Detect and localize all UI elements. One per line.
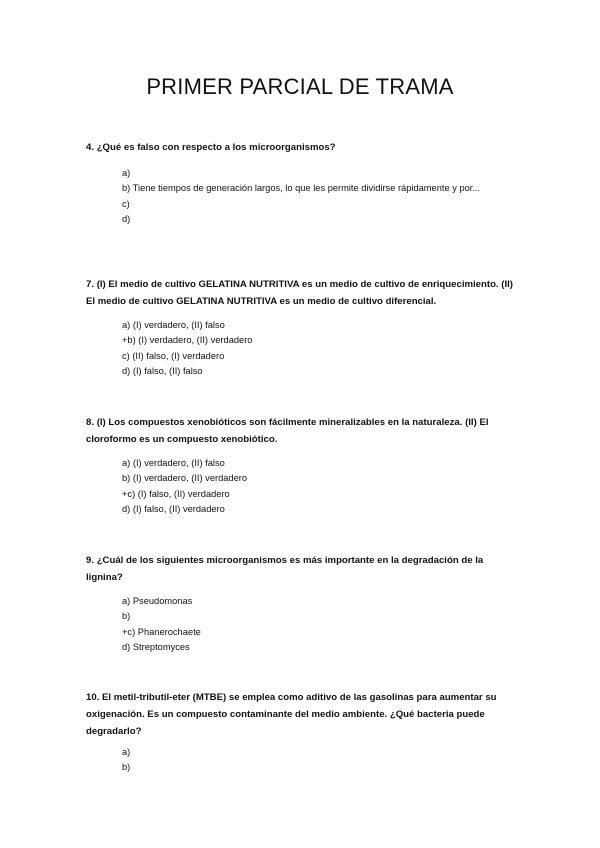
question-7 — [86, 276, 516, 310]
question-number: 4. — [86, 142, 95, 153]
option-c: +c) Phanerochaete — [122, 626, 201, 637]
question-text: El metil-tributil-eter (MTBE) se emplea como aditivo de las gasolinas para aumentar su oxigenación. Es un compuesto contaminante del medio ambiente. ¿Qué bacteria puede degradarlo? — [86, 692, 497, 737]
question-text: (I) El medio de cultivo GELATINA NUTRITIVA es un medio de cultivo de enriquecimiento. (II) El medio de cultivo GELATINA NUTRITIVA es un medio de cultivo diferencial. — [86, 279, 513, 307]
option-a: a) (I) verdadero, (II) falso — [122, 320, 225, 330]
options-list-8 — [122, 456, 502, 517]
question-8 — [86, 414, 516, 448]
question-text: ¿Cuál de los siguientes microorganismos es más importante en la degradación de la lignina? — [86, 555, 484, 583]
question-number: 7. — [86, 279, 95, 290]
question-number: 8. — [86, 417, 95, 428]
option-d: d) (I) falso, (II) falso — [122, 365, 203, 376]
question-text: (I) Los compuestos xenobióticos son fácilmente mineralizables en la naturaleza. (II) El cloroformo es un compuesto xenobiótico. — [86, 417, 489, 445]
question-number: 10. — [86, 692, 100, 703]
option-a: a) — [122, 747, 131, 757]
option-c: c) (II) falso, (I) verdadero — [122, 350, 225, 361]
option-a: a) Pseudomonas — [122, 596, 193, 606]
option-a: a) — [122, 168, 131, 178]
option-b: b) — [122, 611, 131, 622]
options-list-10 — [122, 745, 502, 776]
option-d: d) Streptomyces — [122, 641, 190, 652]
option-b: b) (I) verdadero, (II) verdadero — [122, 473, 248, 484]
question-text: ¿Qué es falso con respecto a los microorganismos? — [96, 142, 336, 153]
options-list-4 — [122, 166, 494, 227]
option-d: d) — [122, 213, 131, 224]
option-b: +b) (I) verdadero, (II) verdadero — [122, 335, 253, 346]
option-c: +c) (I) falso, (II) verdadero — [122, 488, 230, 499]
options-list-9 — [122, 594, 502, 655]
page-title: PRIMER PARCIAL DE TRAMA — [146, 74, 454, 99]
option-b: b) Tiene tiempos de generación largos, lo que les permite dividirse rápidamente y por... — [122, 183, 481, 194]
option-a: a) (I) verdadero, (II) falso — [122, 458, 225, 468]
question-9 — [86, 552, 516, 586]
option-d: d) (I) falso, (II) verdadero — [122, 503, 225, 514]
options-list-7 — [122, 318, 502, 379]
question-10 — [86, 689, 516, 740]
question-number: 9. — [86, 555, 95, 566]
option-b: b) — [122, 762, 131, 773]
option-c: c) — [122, 198, 130, 209]
question-4 — [86, 139, 516, 156]
